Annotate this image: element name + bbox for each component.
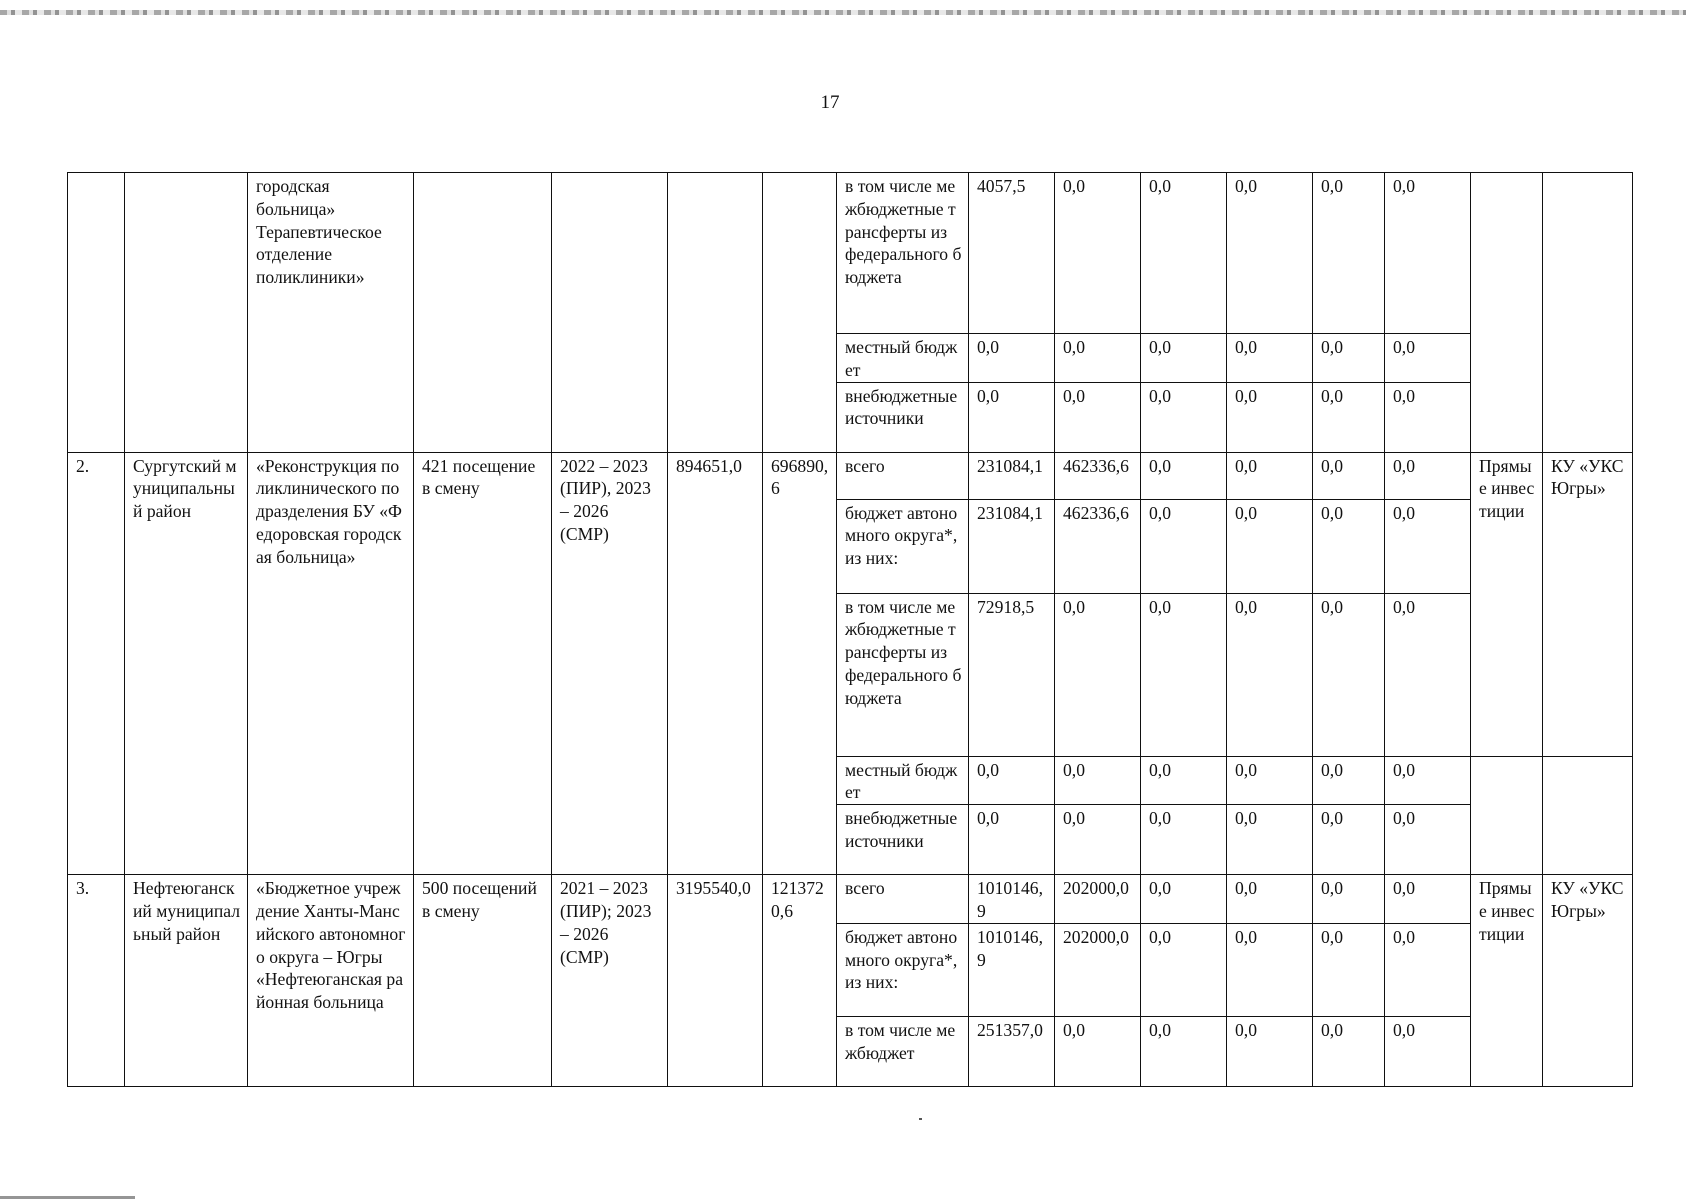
value-cell: 0,0 xyxy=(1141,382,1227,452)
value-cell: 231084,1 xyxy=(969,452,1055,499)
value-cell: 0,0 xyxy=(1141,593,1227,756)
row1-mechanism-cell xyxy=(1471,173,1543,453)
value-cell: 0,0 xyxy=(1313,452,1385,499)
row1-customer-cell xyxy=(1543,173,1633,453)
value-cell: 1010146,9 xyxy=(969,923,1055,1016)
value-cell: 0,0 xyxy=(1141,452,1227,499)
source-label: местный бюджет xyxy=(837,756,969,805)
row3-customer-cell: КУ «УКС Югры» xyxy=(1543,875,1633,1087)
value-cell: 0,0 xyxy=(1313,875,1385,924)
value-cell: 0,0 xyxy=(1385,452,1471,499)
scan-edge-bottom xyxy=(0,1196,135,1199)
value-cell: 0,0 xyxy=(969,382,1055,452)
row1-period-cell xyxy=(552,173,668,453)
value-cell: 0,0 xyxy=(1141,499,1227,593)
value-cell: 0,0 xyxy=(1227,756,1313,805)
value-cell: 0,0 xyxy=(1227,334,1313,383)
value-cell: 0,0 xyxy=(969,805,1055,875)
row2-cost-cell: 894651,0 xyxy=(668,452,763,875)
value-cell: 0,0 xyxy=(969,334,1055,383)
value-cell: 462336,6 xyxy=(1055,452,1141,499)
value-cell: 0,0 xyxy=(1055,173,1141,334)
row3-district-cell: Нефтеюганский муниципальный район xyxy=(125,875,248,1087)
value-cell: 0,0 xyxy=(1055,805,1141,875)
value-cell: 0,0 xyxy=(1313,382,1385,452)
scan-edge-top xyxy=(0,10,1686,15)
value-cell: 0,0 xyxy=(1313,334,1385,383)
row2-object-cell: «Реконструкция поликлинического подразделения БУ «Федоровская городская больница» xyxy=(248,452,414,875)
source-label: бюджет автономного округа*, из них: xyxy=(837,923,969,1016)
value-cell: 0,0 xyxy=(1385,923,1471,1016)
value-cell: 0,0 xyxy=(1313,923,1385,1016)
row3-num-cell: 3. xyxy=(68,875,125,1087)
row1-cost-cell xyxy=(668,173,763,453)
row2-customer-cell: КУ «УКС Югры» xyxy=(1543,452,1633,756)
page-number: 17 xyxy=(820,92,840,113)
value-cell: 0,0 xyxy=(1385,499,1471,593)
value-cell: 0,0 xyxy=(1227,452,1313,499)
row2-mechanism-cell: Прямые инвестиции xyxy=(1471,452,1543,756)
value-cell: 0,0 xyxy=(1055,382,1141,452)
row2-remaining-cell: 696890,6 xyxy=(763,452,837,875)
value-cell: 0,0 xyxy=(1227,593,1313,756)
row2-capacity-cell: 421 посещение в смену xyxy=(414,452,552,875)
row2-district-cell: Сургутский муниципальный район xyxy=(125,452,248,875)
value-cell: 0,0 xyxy=(1385,1016,1471,1086)
value-cell: 0,0 xyxy=(1141,1016,1227,1086)
value-cell: 0,0 xyxy=(1141,875,1227,924)
source-label: в том числе межбюджетные трансферты из федерального бюджета xyxy=(837,593,969,756)
row3-mechanism-cell: Прямые инвестиции xyxy=(1471,875,1543,1087)
value-cell: 0,0 xyxy=(1055,756,1141,805)
table-row xyxy=(68,452,1633,499)
value-cell: 0,0 xyxy=(1141,805,1227,875)
value-cell: 202000,0 xyxy=(1055,923,1141,1016)
row3-capacity-cell: 500 посещений в смену xyxy=(414,875,552,1087)
value-cell: 0,0 xyxy=(1313,593,1385,756)
row1-object-cell: городская больница» Терапевтическое отделение поликлиники» xyxy=(248,173,414,453)
source-label: внебюджетные источники xyxy=(837,382,969,452)
value-cell: 0,0 xyxy=(1385,875,1471,924)
source-label: местный бюджет xyxy=(837,334,969,383)
value-cell: 0,0 xyxy=(1055,334,1141,383)
value-cell: 4057,5 xyxy=(969,173,1055,334)
value-cell: 0,0 xyxy=(1385,593,1471,756)
row1-num-cell xyxy=(68,173,125,453)
value-cell: 0,0 xyxy=(1313,805,1385,875)
source-label: всего xyxy=(837,875,969,924)
value-cell: 0,0 xyxy=(1227,875,1313,924)
value-cell: 0,0 xyxy=(1141,923,1227,1016)
row3-cost-cell: 3195540,0 xyxy=(668,875,763,1087)
value-cell: 0,0 xyxy=(1313,499,1385,593)
value-cell: 251357,0 xyxy=(969,1016,1055,1086)
table-row xyxy=(68,173,1633,334)
source-label: всего xyxy=(837,452,969,499)
value-cell: 231084,1 xyxy=(969,499,1055,593)
row3-object-cell: «Бюджетное учреждение Ханты-Мансийского автономного округа – Югры «Нефтеюганская районная больница xyxy=(248,875,414,1087)
value-cell: 0,0 xyxy=(1385,382,1471,452)
value-cell: 1010146,9 xyxy=(969,875,1055,924)
value-cell: 0,0 xyxy=(1227,1016,1313,1086)
value-cell: 0,0 xyxy=(1385,805,1471,875)
row3-remaining-cell: 1213720,6 xyxy=(763,875,837,1087)
value-cell: 0,0 xyxy=(1055,593,1141,756)
value-cell: 462336,6 xyxy=(1055,499,1141,593)
value-cell: 0,0 xyxy=(1141,334,1227,383)
value-cell: 72918,5 xyxy=(969,593,1055,756)
source-label: в том числе межбюджетные трансферты из федерального бюджета xyxy=(837,173,969,334)
value-cell: 0,0 xyxy=(1313,1016,1385,1086)
value-cell: 0,0 xyxy=(1141,173,1227,334)
value-cell: 0,0 xyxy=(969,756,1055,805)
value-cell: 0,0 xyxy=(1385,334,1471,383)
row2-num-cell: 2. xyxy=(68,452,125,875)
value-cell: 0,0 xyxy=(1227,499,1313,593)
source-label: бюджет автономного округа*, из них: xyxy=(837,499,969,593)
value-cell: 0,0 xyxy=(1227,173,1313,334)
source-label: в том числе межбюджет xyxy=(837,1016,969,1086)
value-cell: 202000,0 xyxy=(1055,875,1141,924)
table-row xyxy=(68,875,1633,924)
row1-capacity-cell xyxy=(414,173,552,453)
source-label: внебюджетные источники xyxy=(837,805,969,875)
value-cell: 0,0 xyxy=(1227,805,1313,875)
row3-period-cell: 2021 – 2023 (ПИР); 2023 – 2026 (СМР) xyxy=(552,875,668,1087)
scan-speck xyxy=(919,1118,922,1120)
investment-table xyxy=(67,172,1633,1087)
row2-period-cell: 2022 – 2023 (ПИР), 2023 – 2026 (СМР) xyxy=(552,452,668,875)
value-cell: 0,0 xyxy=(1313,756,1385,805)
value-cell: 0,0 xyxy=(1385,756,1471,805)
value-cell: 0,0 xyxy=(1141,756,1227,805)
row1-remaining-cell xyxy=(763,173,837,453)
value-cell: 0,0 xyxy=(1227,923,1313,1016)
value-cell: 0,0 xyxy=(1055,1016,1141,1086)
value-cell: 0,0 xyxy=(1385,173,1471,334)
row2-mechanism-blank xyxy=(1471,756,1543,875)
row2-customer-blank xyxy=(1543,756,1633,875)
row1-district-cell xyxy=(125,173,248,453)
value-cell: 0,0 xyxy=(1313,173,1385,334)
value-cell: 0,0 xyxy=(1227,382,1313,452)
